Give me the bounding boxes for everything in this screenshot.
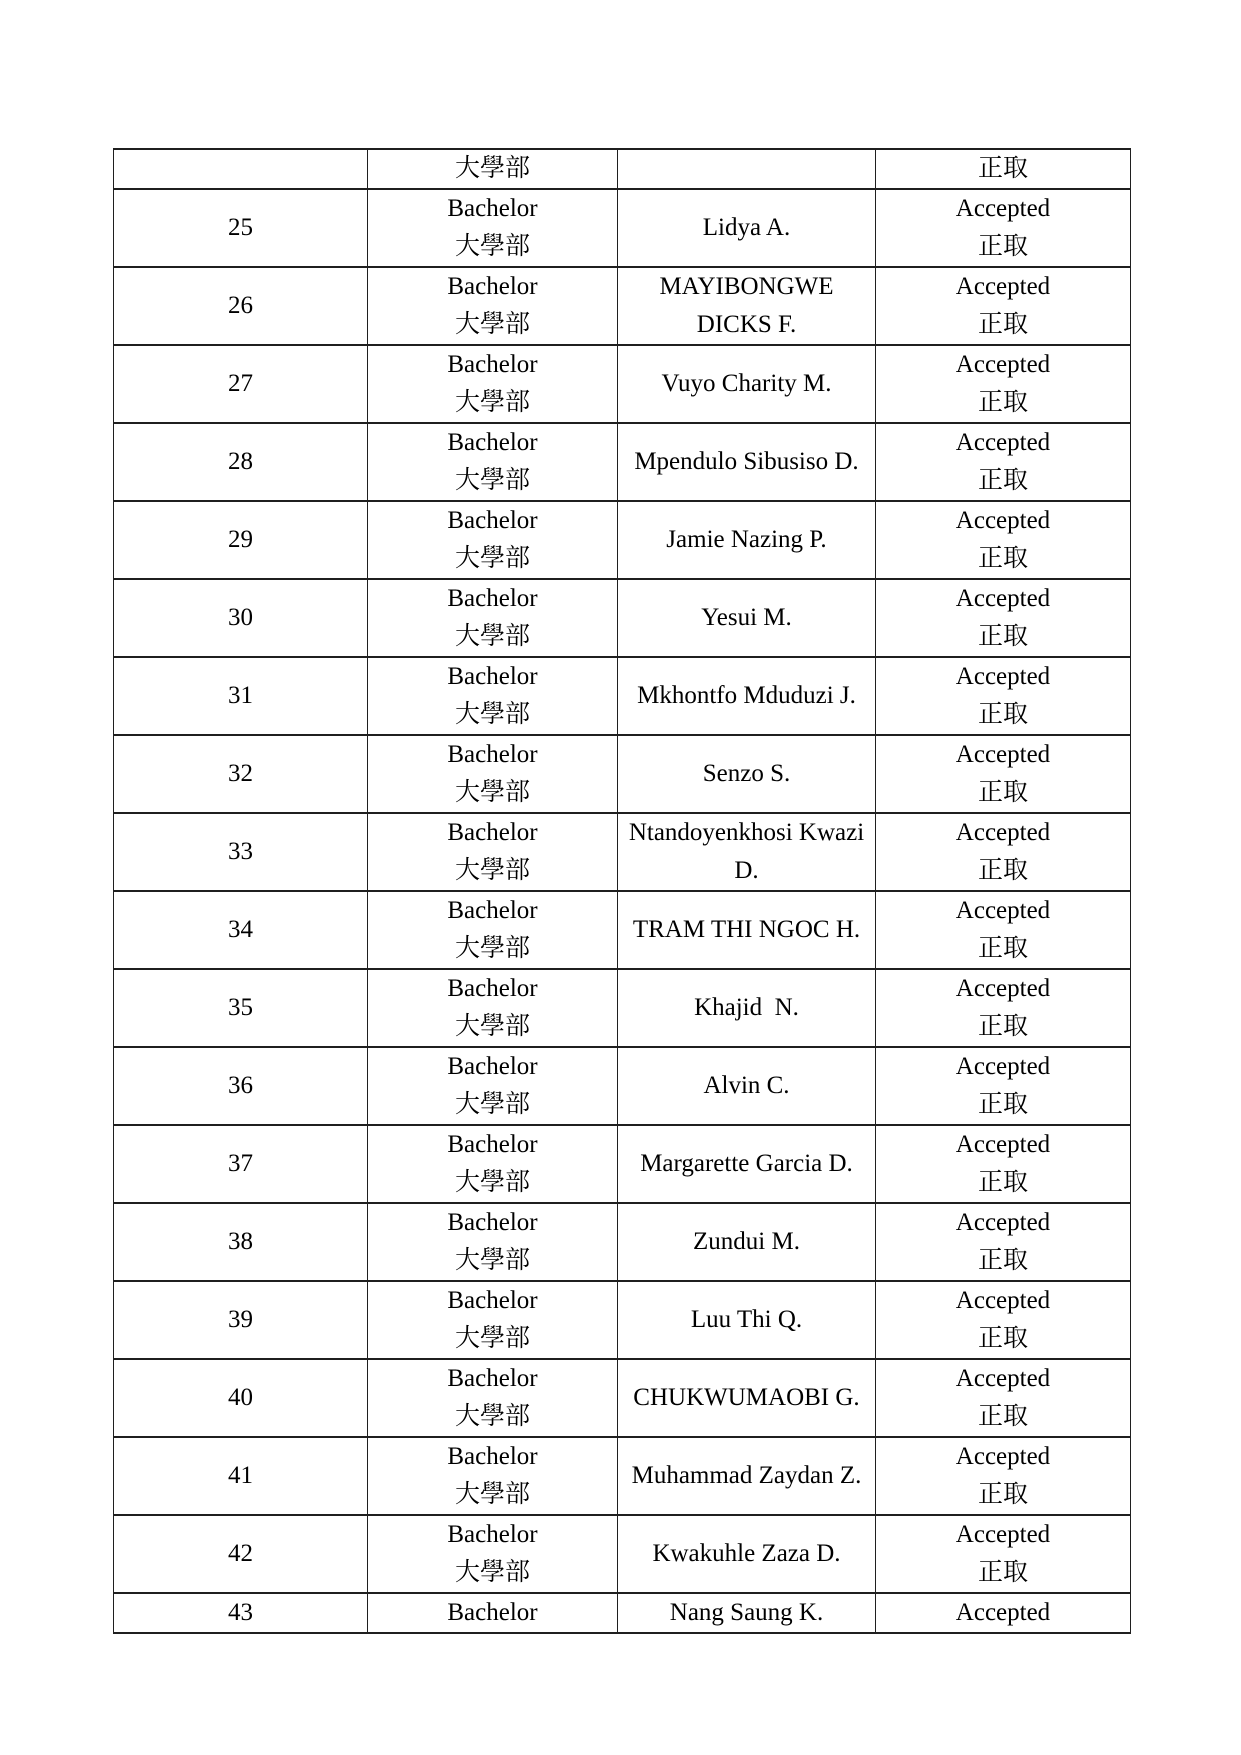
name-cell	[618, 1125, 876, 1203]
row-number: 36	[228, 1072, 253, 1099]
name-cell	[618, 1437, 876, 1515]
table-row	[114, 1281, 1131, 1359]
name-cell	[618, 149, 876, 189]
degree-line: 大學部	[454, 233, 530, 260]
result-line: Accepted	[955, 1521, 1051, 1548]
row-number: 40	[228, 1384, 253, 1411]
degree-line: Bachelor	[447, 1287, 538, 1314]
result-line: 正取	[977, 623, 1028, 650]
result-line: Accepted	[955, 507, 1051, 534]
result-line: 正取	[977, 1169, 1028, 1196]
degree-cell	[368, 267, 618, 345]
degree-line: 大學部	[454, 623, 530, 650]
degree-cell	[368, 1437, 618, 1515]
row-number-cell	[114, 423, 368, 501]
degree-line: 大學部	[454, 935, 530, 962]
table-row	[114, 1515, 1131, 1593]
degree-cell	[368, 149, 618, 189]
degree-line: Bachelor	[447, 1131, 538, 1158]
degree-line: 大學部	[454, 1013, 530, 1040]
table-row	[114, 1047, 1131, 1125]
degree-line: 大學部	[454, 1247, 530, 1274]
row-number-cell	[114, 189, 368, 267]
row-number: 35	[228, 994, 253, 1021]
degree-line: 大學部	[454, 155, 530, 182]
table-row	[114, 345, 1131, 423]
name-text: Alvin C.	[703, 1072, 790, 1099]
degree-line: Bachelor	[447, 1365, 538, 1392]
degree-cell	[368, 345, 618, 423]
result-line: 正取	[977, 857, 1028, 884]
row-number-cell	[114, 1593, 368, 1633]
result-line: Accepted	[955, 195, 1051, 222]
row-number: 30	[228, 604, 253, 631]
result-cell	[876, 189, 1131, 267]
degree-line: Bachelor	[447, 897, 538, 924]
row-number-cell	[114, 149, 368, 189]
name-text: Lidya A.	[702, 214, 791, 241]
row-number-cell	[114, 813, 368, 891]
name-cell	[618, 891, 876, 969]
table-row	[114, 1359, 1131, 1437]
result-line: 正取	[977, 779, 1028, 806]
table-body	[114, 149, 1131, 1633]
row-number-cell	[114, 891, 368, 969]
result-line: Accepted	[955, 429, 1051, 456]
result-line: 正取	[977, 1013, 1028, 1040]
result-line: Accepted	[955, 1209, 1051, 1236]
result-line: 正取	[977, 1481, 1028, 1508]
result-cell	[876, 501, 1131, 579]
row-number: 43	[228, 1599, 253, 1626]
result-cell	[876, 1437, 1131, 1515]
degree-line: Bachelor	[447, 663, 538, 690]
name-cell	[618, 1203, 876, 1281]
degree-line: 大學部	[454, 1481, 530, 1508]
name-text: Muhammad Zaydan Z.	[631, 1462, 862, 1489]
row-number: 29	[228, 526, 253, 553]
row-number-cell	[114, 1047, 368, 1125]
row-number: 42	[228, 1540, 253, 1567]
result-line: 正取	[977, 1403, 1028, 1430]
name-cell	[618, 1515, 876, 1593]
name-cell	[618, 813, 876, 891]
degree-line: Bachelor	[447, 195, 538, 222]
row-number: 41	[228, 1462, 253, 1489]
table-row	[114, 1593, 1131, 1633]
result-line: 正取	[977, 1247, 1028, 1274]
result-line: Accepted	[955, 585, 1051, 612]
name-text: Nang Saung K.	[669, 1599, 824, 1626]
degree-line: Bachelor	[447, 975, 538, 1002]
name-text: CHUKWUMAOBI G.	[633, 1384, 860, 1411]
degree-cell	[368, 735, 618, 813]
table-row	[114, 423, 1131, 501]
result-cell	[876, 969, 1131, 1047]
name-cell	[618, 579, 876, 657]
degree-line: 大學部	[454, 389, 530, 416]
row-number-cell	[114, 969, 368, 1047]
table-row	[114, 657, 1131, 735]
name-cell	[618, 735, 876, 813]
name-cell	[618, 1593, 876, 1633]
result-cell	[876, 735, 1131, 813]
name-cell	[618, 189, 876, 267]
degree-line: Bachelor	[447, 1209, 538, 1236]
result-cell	[876, 657, 1131, 735]
result-cell	[876, 423, 1131, 501]
table-row	[114, 735, 1131, 813]
result-line: Accepted	[955, 819, 1051, 846]
row-number-cell	[114, 579, 368, 657]
row-number: 39	[228, 1306, 253, 1333]
result-line: Accepted	[955, 1443, 1051, 1470]
result-line: 正取	[977, 545, 1028, 572]
result-line: 正取	[977, 311, 1028, 338]
result-line: Accepted	[955, 1053, 1051, 1080]
table-row	[114, 189, 1131, 267]
table-row	[114, 267, 1131, 345]
result-line: 正取	[977, 1559, 1028, 1586]
degree-line: 大學部	[454, 857, 530, 884]
degree-line: 大學部	[454, 1325, 530, 1352]
row-number-cell	[114, 345, 368, 423]
name-cell	[618, 267, 876, 345]
result-cell	[876, 1593, 1131, 1633]
result-line: 正取	[977, 1091, 1028, 1118]
degree-cell	[368, 579, 618, 657]
result-line: 正取	[977, 389, 1028, 416]
name-text: Luu Thi Q.	[690, 1306, 803, 1333]
degree-line: Bachelor	[447, 1599, 538, 1626]
result-line: Accepted	[955, 741, 1051, 768]
row-number: 28	[228, 448, 253, 475]
degree-line: 大學部	[454, 1091, 530, 1118]
result-line: 正取	[977, 1325, 1028, 1352]
name-cell	[618, 1359, 876, 1437]
result-line: Accepted	[955, 975, 1051, 1002]
result-cell	[876, 1359, 1131, 1437]
degree-line: 大學部	[454, 1169, 530, 1196]
result-line: Accepted	[955, 351, 1051, 378]
degree-cell	[368, 1515, 618, 1593]
degree-cell	[368, 969, 618, 1047]
row-number: 27	[228, 370, 253, 397]
row-number-cell	[114, 657, 368, 735]
row-number-cell	[114, 267, 368, 345]
row-number: 32	[228, 760, 253, 787]
row-number-cell	[114, 1437, 368, 1515]
row-number-cell	[114, 1125, 368, 1203]
row-number: 31	[228, 682, 253, 709]
result-cell	[876, 1515, 1131, 1593]
row-number-cell	[114, 1515, 368, 1593]
result-cell	[876, 1047, 1131, 1125]
result-cell	[876, 1203, 1131, 1281]
name-text: Zundui M.	[693, 1228, 800, 1255]
row-number-cell	[114, 1203, 368, 1281]
degree-line: Bachelor	[447, 1521, 538, 1548]
name-text: Vuyo Charity M.	[661, 370, 832, 397]
table-row	[114, 1437, 1131, 1515]
row-number: 34	[228, 916, 253, 943]
degree-line: Bachelor	[447, 1443, 538, 1470]
degree-cell	[368, 1203, 618, 1281]
name-cell	[618, 345, 876, 423]
result-cell	[876, 267, 1131, 345]
row-number-cell	[114, 1281, 368, 1359]
table-row	[114, 891, 1131, 969]
table-row	[114, 579, 1131, 657]
degree-line: 大學部	[454, 467, 530, 494]
degree-line: Bachelor	[447, 351, 538, 378]
result-line: 正取	[977, 701, 1028, 728]
result-cell	[876, 149, 1131, 189]
result-cell	[876, 891, 1131, 969]
degree-cell	[368, 813, 618, 891]
name-text: Mpendulo Sibusiso D.	[634, 448, 859, 475]
name-text: MAYIBONGWE DICKS F.	[659, 273, 834, 338]
row-number-cell	[114, 501, 368, 579]
degree-line: Bachelor	[447, 585, 538, 612]
degree-cell	[368, 1047, 618, 1125]
degree-line: Bachelor	[447, 1053, 538, 1080]
result-line: Accepted	[955, 1365, 1051, 1392]
row-number-cell	[114, 735, 368, 813]
result-cell	[876, 579, 1131, 657]
name-text: Margarette Garcia D.	[640, 1150, 853, 1177]
admission-results-table	[113, 148, 1131, 1634]
name-text: Khajid N.	[694, 994, 799, 1021]
name-text: TRAM THI NGOC H.	[632, 916, 861, 943]
name-cell	[618, 1047, 876, 1125]
name-text: Ntandoyenkhosi Kwazi D.	[628, 819, 865, 884]
degree-line: 大學部	[454, 1559, 530, 1586]
degree-cell	[368, 1281, 618, 1359]
result-line: Accepted	[955, 1599, 1051, 1626]
result-line: Accepted	[955, 273, 1051, 300]
table-row	[114, 501, 1131, 579]
degree-cell	[368, 1359, 618, 1437]
result-line: Accepted	[955, 663, 1051, 690]
name-text: Senzo S.	[702, 760, 791, 787]
name-cell	[618, 969, 876, 1047]
name-text: Kwakuhle Zaza D.	[652, 1540, 841, 1567]
degree-cell	[368, 1125, 618, 1203]
name-cell	[618, 423, 876, 501]
result-cell	[876, 1281, 1131, 1359]
degree-cell	[368, 891, 618, 969]
degree-line: 大學部	[454, 779, 530, 806]
degree-line: 大學部	[454, 545, 530, 572]
name-cell	[618, 501, 876, 579]
degree-line: Bachelor	[447, 273, 538, 300]
result-line: Accepted	[955, 897, 1051, 924]
degree-line: Bachelor	[447, 819, 538, 846]
result-line: 正取	[977, 935, 1028, 962]
row-number: 26	[228, 292, 253, 319]
result-line: 正取	[977, 467, 1028, 494]
row-number: 37	[228, 1150, 253, 1177]
result-cell	[876, 345, 1131, 423]
degree-cell	[368, 657, 618, 735]
row-number: 25	[228, 214, 253, 241]
name-text: Yesui M.	[701, 604, 792, 631]
degree-cell	[368, 501, 618, 579]
table-row	[114, 813, 1131, 891]
degree-line: 大學部	[454, 701, 530, 728]
table-row	[114, 1203, 1131, 1281]
name-cell	[618, 657, 876, 735]
name-cell	[618, 1281, 876, 1359]
degree-line: Bachelor	[447, 429, 538, 456]
table-row	[114, 1125, 1131, 1203]
result-cell	[876, 1125, 1131, 1203]
name-text: Mkhontfo Mduduzi J.	[637, 682, 856, 709]
degree-cell	[368, 423, 618, 501]
result-line: 正取	[977, 155, 1028, 182]
row-number: 38	[228, 1228, 253, 1255]
result-line: Accepted	[955, 1131, 1051, 1158]
degree-line: Bachelor	[447, 507, 538, 534]
table-row	[114, 149, 1131, 189]
row-number: 33	[228, 838, 253, 865]
result-line: 正取	[977, 233, 1028, 260]
degree-line: 大學部	[454, 311, 530, 338]
result-line: Accepted	[955, 1287, 1051, 1314]
row-number-cell	[114, 1359, 368, 1437]
name-text: Jamie Nazing P.	[666, 526, 827, 553]
degree-line: Bachelor	[447, 741, 538, 768]
degree-cell	[368, 1593, 618, 1633]
degree-cell	[368, 189, 618, 267]
table-row	[114, 969, 1131, 1047]
result-cell	[876, 813, 1131, 891]
degree-line: 大學部	[454, 1403, 530, 1430]
